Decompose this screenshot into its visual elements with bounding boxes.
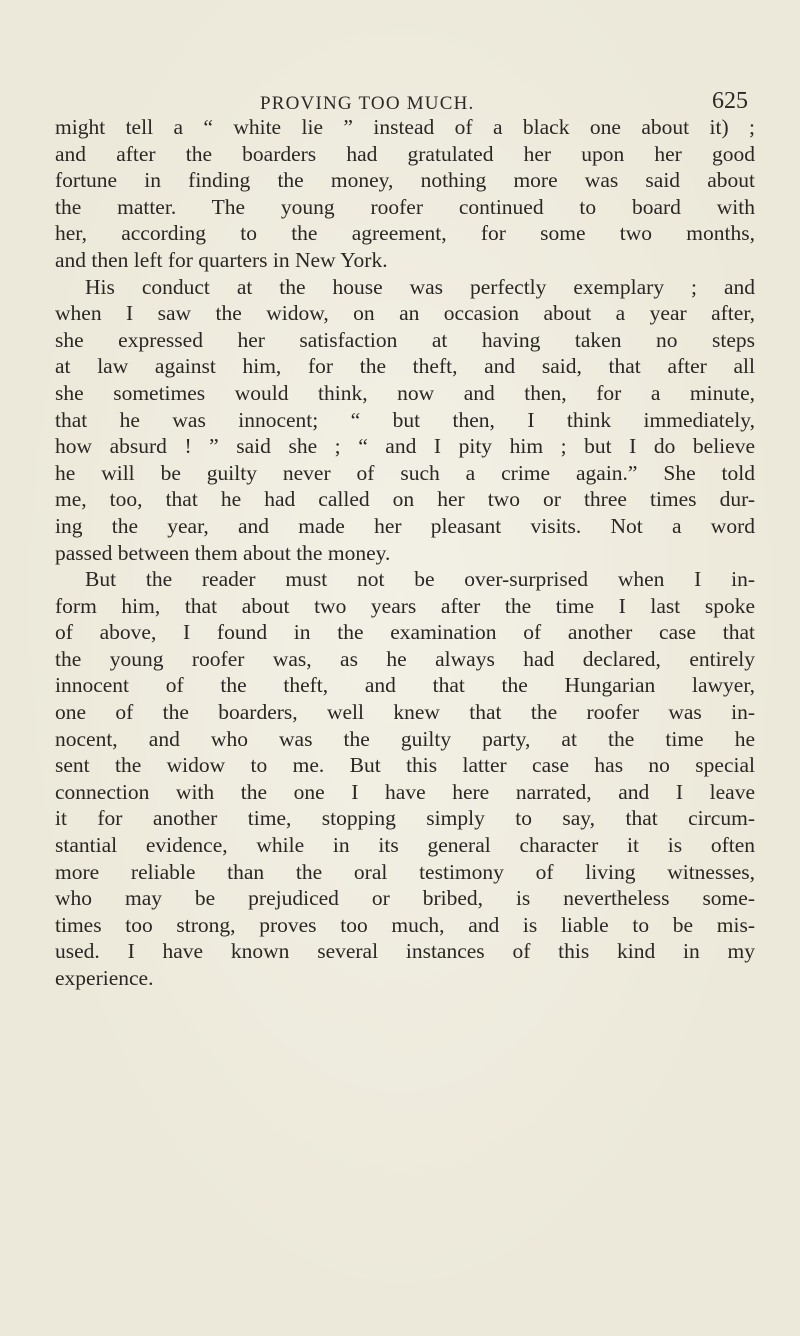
text-line: and after the boarders had gratulated her upon her good bbox=[55, 141, 755, 166]
text-line: of above, I found in the examination of another case that bbox=[55, 620, 755, 645]
page-number: 625 bbox=[712, 88, 748, 114]
text-line: how absurd ! ” said she ; “ and I pity him ; but I do believe bbox=[55, 434, 755, 459]
text-line: he will be guilty never of such a crime again.” She told bbox=[55, 460, 755, 485]
text-line: that he was innocent; “ but then, I think immediately, bbox=[55, 407, 755, 432]
text-line: used. I have known several instances of this kind in my bbox=[55, 939, 755, 964]
text-line: one of the boarders, well knew that the roofer was in- bbox=[55, 700, 755, 725]
text-line: her, according to the agreement, for some two months, bbox=[55, 221, 755, 246]
text-line: experience. bbox=[55, 966, 154, 990]
text-line: me, too, that he had called on her two or three times dur- bbox=[55, 487, 755, 512]
text-line: ing the year, and made her pleasant visits. Not a word bbox=[55, 513, 755, 538]
text-line: might tell a “ white lie ” instead of a black one about it) ; bbox=[55, 115, 755, 139]
text-line: connection with the one I have here narrated, and I leave bbox=[55, 779, 755, 804]
text-line: But the reader must not be over-surprised when I in- bbox=[85, 567, 755, 592]
text-line: when I saw the widow, on an occasion about a year after, bbox=[55, 301, 755, 326]
text-line: she expressed her satisfaction at having taken no steps bbox=[55, 327, 755, 352]
text-line: His conduct at the house was perfectly exemplary ; and bbox=[85, 274, 755, 299]
text-line: passed between them about the money. bbox=[55, 540, 391, 565]
text-line: fortune in finding the money, nothing more was said about bbox=[55, 168, 755, 193]
body-text bbox=[55, 114, 755, 992]
text-line: the young roofer was, as he always had declared, entirely bbox=[55, 646, 755, 671]
text-line: at law against him, for the theft, and said, that after all bbox=[55, 354, 755, 379]
text-line: innocent of the theft, and that the Hungarian lawyer, bbox=[55, 673, 755, 698]
text-line: form him, that about two years after the time I last spoke bbox=[55, 593, 755, 618]
text-line: and then left for quarters in New York. bbox=[55, 247, 388, 272]
text-line: times too strong, proves too much, and is liable to be mis- bbox=[55, 912, 755, 937]
text-line: stantial evidence, while in its general character it is often bbox=[55, 833, 755, 858]
text-line: the matter. The young roofer continued to board with bbox=[55, 194, 755, 219]
text-line: nocent, and who was the guilty party, at the time he bbox=[55, 726, 755, 751]
text-line: sent the widow to me. But this latter case has no special bbox=[55, 753, 755, 778]
text-line: more reliable than the oral testimony of living witnesses, bbox=[55, 859, 755, 884]
text-line: who may be prejudiced or bribed, is nevertheless some- bbox=[55, 886, 755, 911]
text-line: she sometimes would think, now and then, for a minute, bbox=[55, 380, 755, 405]
running-title: PROVING TOO MUCH. bbox=[260, 93, 475, 114]
text-line: it for another time, stopping simply to say, that circum- bbox=[55, 806, 755, 831]
